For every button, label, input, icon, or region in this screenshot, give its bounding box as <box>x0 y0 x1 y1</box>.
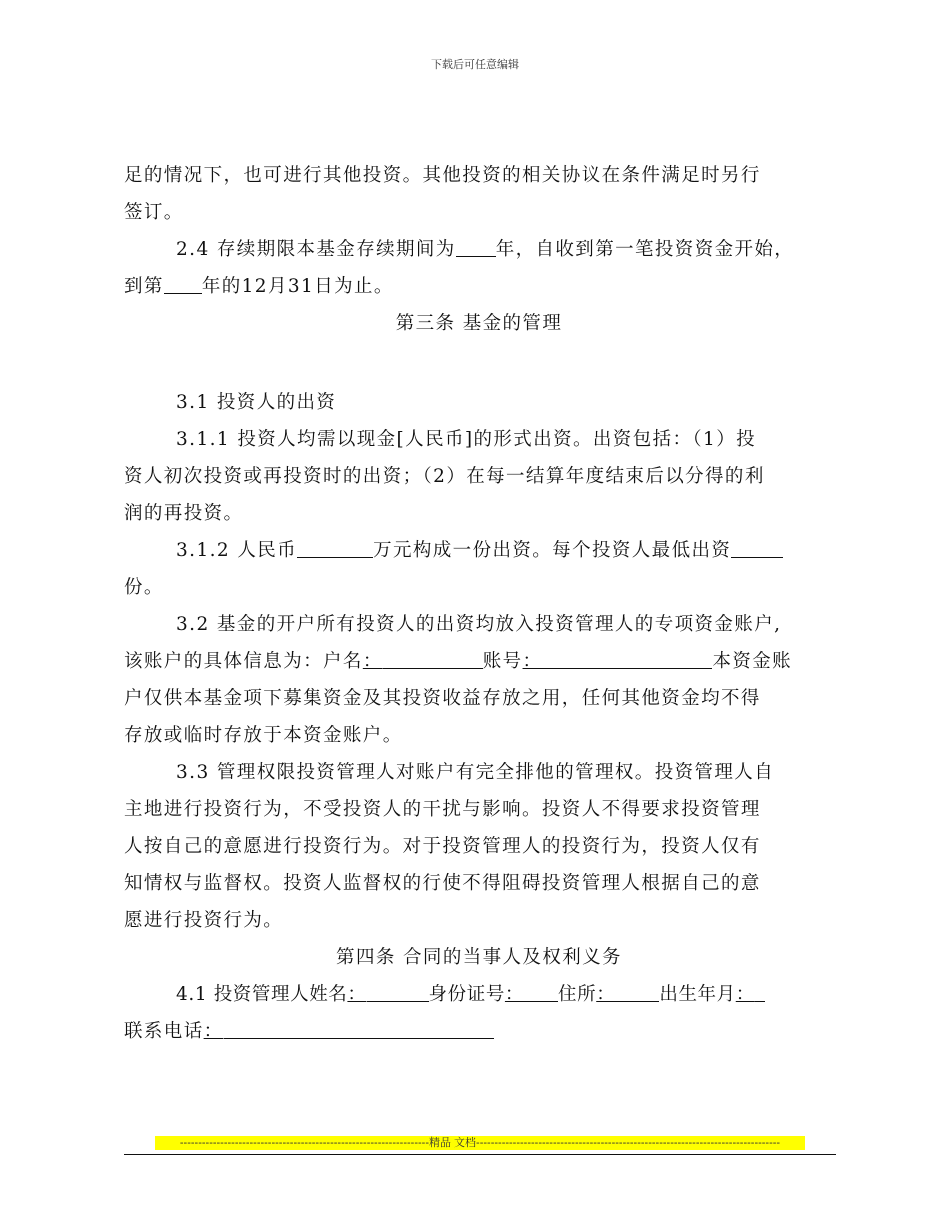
clause-text: 账号 <box>482 651 523 672</box>
account-number-blank <box>542 646 712 669</box>
paragraph-line: 足的情况下，也可进行其他投资。其他投资的相关协议在条件满足时另行 <box>124 165 761 186</box>
blank-field <box>456 234 496 257</box>
page-header: 下载后可任意编辑 <box>431 58 519 71</box>
clause-text: 该账户的具体信息为：户名 <box>124 651 363 672</box>
colon: ： <box>735 984 755 1005</box>
clause-text: 3.1.2 人民币 <box>176 540 298 561</box>
page-footer <box>124 1135 836 1155</box>
footer-banner <box>155 1136 805 1150</box>
birth-date-blank <box>755 979 765 1002</box>
clause-text: 万元构成一份出资。每个投资人最低出资 <box>373 540 732 561</box>
clause-text: 身份证号 <box>428 984 505 1005</box>
clause-4-1 <box>124 976 834 1013</box>
article-3-title: 第三条 基金的管理 <box>395 313 563 334</box>
paragraph-line: 存放或临时存放于本资金账户。 <box>124 725 403 746</box>
paragraph-line: 润的再投资。 <box>124 503 244 524</box>
clause-text: 本资金账 <box>712 651 793 672</box>
paragraph-line: 愿进行投资行为。 <box>124 910 284 931</box>
colon: ： <box>203 1021 224 1042</box>
footer-dashes: -------------------------------------------------------------------- <box>179 1137 429 1149</box>
clause-text: 联系电话 <box>124 1021 204 1042</box>
clause-text: 2.4 存续期限本基金存续期间为 <box>176 239 456 260</box>
footer-dashes: ----------------------------------------------------------------------------------- <box>476 1137 781 1149</box>
colon: ： <box>522 651 543 672</box>
clause-2-4 <box>124 231 834 268</box>
clause-text: 到第 <box>124 276 164 297</box>
spacer <box>124 342 834 384</box>
blank-field <box>731 535 783 558</box>
account-name-blank <box>383 646 483 669</box>
paragraph-line: 主地进行投资行为，不受投资人的干扰与影响。投资人不得要求投资管理 <box>124 799 761 820</box>
paragraph-line: 人按自己的意愿进行投资行为。对于投资管理人的投资行为，投资人仅有 <box>124 836 761 857</box>
document-body <box>124 157 834 1050</box>
account-info-line <box>124 643 834 680</box>
colon: ： <box>504 984 525 1005</box>
blank-field <box>297 535 373 558</box>
article-4-title: 第四条 合同的当事人及权利义务 <box>336 947 622 968</box>
paragraph-line: 3.1.1 投资人均需以现金[人民币]的形式出资。出资包括：（1）投 <box>176 429 757 450</box>
colon: ： <box>347 984 367 1005</box>
paragraph-line: 签订。 <box>124 202 184 223</box>
colon: ： <box>362 651 383 672</box>
address-blank <box>615 979 659 1002</box>
paragraph-line: 3.2 基金的开户所有投资人的出资均放入投资管理人的专项资金账户, <box>176 614 782 635</box>
paragraph-line: 资人初次投资或再投资时的出资；（2）在每一结算年度结束后以分得的利 <box>124 466 765 487</box>
clause-3-1-2 <box>124 532 834 569</box>
blank-field <box>164 271 202 294</box>
name-blank <box>367 979 429 1002</box>
contact-line <box>124 1013 834 1050</box>
colon: ： <box>596 984 616 1005</box>
paragraph-line: 知情权与监督权。投资人监督权的行使不得阻碍投资管理人根据自己的意 <box>124 873 761 894</box>
paragraph-line: 户仅供本基金项下募集资金及其投资收益存放之用，任何其他资金均不得 <box>124 688 761 709</box>
phone-blank <box>224 1016 494 1039</box>
clause-text: 年，自收到第一笔投资资金开始， <box>495 239 795 260</box>
paragraph-line: 3.3 管理权限投资管理人对账户有完全排他的管理权。投资管理人自 <box>176 762 775 783</box>
clause-text: 年的12月31日为止。 <box>201 276 394 297</box>
clause-text: 4.1 投资管理人姓名 <box>176 984 348 1005</box>
clause-text: 住所 <box>558 984 597 1005</box>
clause-2-4-cont <box>124 268 834 305</box>
paragraph-line: 份。 <box>124 577 164 598</box>
section-3-1: 3.1 投资人的出资 <box>176 392 337 413</box>
footer-text: 精品 文档 <box>428 1137 477 1149</box>
id-number-blank <box>524 979 558 1002</box>
clause-text: 出生年月 <box>659 984 736 1005</box>
